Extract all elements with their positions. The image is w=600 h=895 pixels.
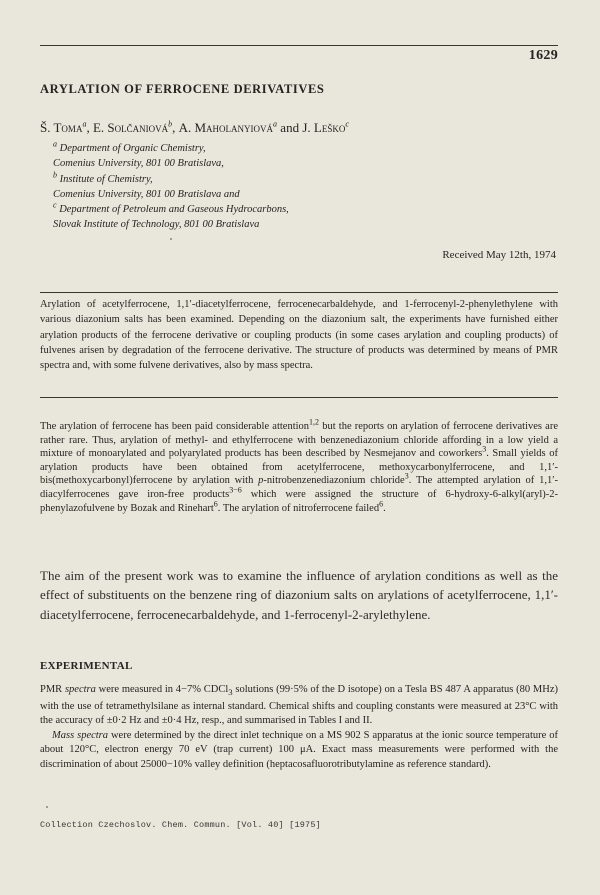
abstract-top-rule xyxy=(40,292,558,293)
affiliation-line: Comenius University, 801 00 Bratislava and xyxy=(53,188,240,200)
journal-citation-footer: Collection Czechoslov. Chem. Commun. [Vol. 40] [1975] xyxy=(40,820,321,830)
page-number: 1629 xyxy=(528,48,558,63)
received-date: Received May 12th, 1974 xyxy=(442,249,556,261)
affiliation-line: Slovak Institute of Technology, 801 00 Bratislava xyxy=(53,219,260,231)
aim-paragraph: The aim of the present work was to examine the influence of arylation conditions as well as the effect of substituents on the benzene ring of diazonium salts on arylations of acetylferrocene, 1,1′-diacetylferrocene, ferrocenecarbaldehyde, and 1-ferrocenyl-2-arylethylene. xyxy=(40,568,558,622)
experimental-paragraph: PMR spectra were measured in 4−7% CDCl$_3$ solutions (99·5% of the D isotope) on a Tesla BS 487 A apparatus (80 MHz) with the use of tetramethylsilane as internal standard. Chemical shifts and coupling constants were measured at 23°C with the accuracy of ±0·2 Hz and ±0·4 Hz, resp., and summarised in Tables I and II. Mass spectra were determined by the direct inlet technique on a MS 902 S apparatus at the ionic source temperature of about 120°C, electron energy 70 eV (trap current) 100 μA. Exact mass measurements were performed with the discrimination of about 25000−10% valley definition (heptacosafluorotributylamine as reference standard). xyxy=(40,684,558,771)
affiliation-line: $^b$ Institute of Chemistry, xyxy=(53,170,153,185)
reference-marker: 6 xyxy=(379,499,384,509)
reference-marker: 3 xyxy=(404,471,409,481)
section-heading-experimental: EXPERIMENTAL xyxy=(40,660,133,672)
header-rule xyxy=(40,45,558,46)
author-list xyxy=(40,120,349,136)
author: J. Leško$^c$ xyxy=(302,119,349,135)
author: A. Maholanyiová$^a$ and xyxy=(178,119,303,135)
reference-marker: 6 xyxy=(213,499,218,509)
article-title: ARYLATION OF FERROCENE DERIVATIVES xyxy=(40,82,325,96)
introduction-paragraph: The arylation of ferrocene has been paid considerable attention$^{1,2}$ but the reports on arylation of ferrocene derivatives are rather rare. Thus, arylation of methyl- and ethylferrocene with benzenediazonium chloride affording in a low yield a mixture of monoarylated and polyarylated products has been described by Nesmejanov and coworkers$^3$. Small yields of arylation products have been obtained from acetylferrocene, methoxycarbonylferrocene, and 1,1′-bis(methoxycarbonyl)ferrocene by arylation with p-nitrobenzenediazonium chloride$^3$. The attempted arylation of 1,1′-diacylferrocenes gave iron-free products$^{3-6}$ which were assigned the structure of 6-hydroxy-6-alkyl(aryl)-2-phenylazofulvene by Bozak and Rinehart$^6$. The arylation of nitroferrocene failed$^6$. xyxy=(40,417,558,514)
reference-marker: 1,2 xyxy=(309,417,320,427)
abstract: Arylation of acetylferrocene, 1,1′-diacetylferrocene, ferrocenecarbaldehyde, and 1-ferrocenyl-2-phenylethylene with various diazonium salts has been examined. Depending on the diazonium salt, the experiments have furnished either arylation products of the ferrocene derivative or coupling products (in some cases arylation and coupling products) of fulvenes arisen by degradation of the ferrocene derivative. The structure of products was determined by means of PMR spectra and, with some fulvene derivatives, also by mass spectra. xyxy=(40,299,558,372)
affiliation-line: $^c$ Department of Petroleum and Gaseous Hydrocarbons, xyxy=(53,200,289,216)
affiliations xyxy=(53,141,289,233)
affiliation-line: Comenius University, 801 00 Bratislava, xyxy=(53,158,224,170)
abstract-bottom-rule xyxy=(40,397,558,398)
print-speck xyxy=(46,806,48,808)
affiliation-line: $^a$ Department of Organic Chemistry, xyxy=(53,139,206,154)
reference-marker: 3 xyxy=(482,444,487,454)
author: Š. Toma$^a$, xyxy=(40,119,93,135)
print-speck xyxy=(170,238,172,240)
author: E. Solčaniová$^b$, xyxy=(92,119,179,135)
reference-marker: 3−6 xyxy=(229,485,242,495)
